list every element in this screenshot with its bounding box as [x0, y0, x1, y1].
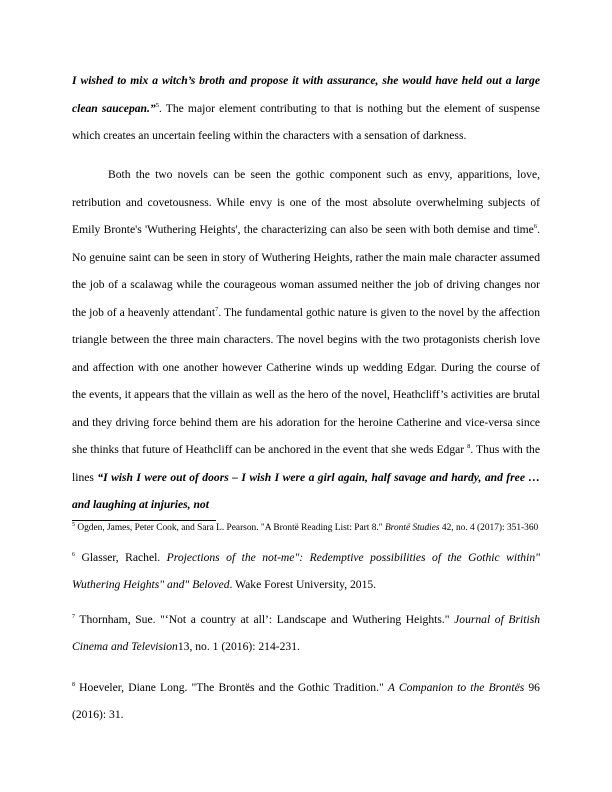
footnote-5	[72, 522, 540, 535]
paragraph-2-part2: . No genuine saint can be seen in story of Wuthering Heights, rather the main male character assumed the job of a scalawag while the courageous woman assumed neither the job of driving changes nor the job of a heavenly attendant	[72, 223, 540, 319]
footnote-6-text: Glasser, Rachel.	[75, 551, 167, 564]
footnote-7-text: Thornham, Sue. "‘Not a country at all’: Landscape and Wuthering Heights."	[75, 613, 455, 626]
footnote-6	[72, 544, 540, 598]
footnote-7-journal: Journal of British Cinema and Television	[72, 613, 541, 653]
footnote-8-number: 8	[72, 682, 75, 689]
footnote-8-tail: 96 (2016): 31.	[72, 681, 540, 721]
footnote-6-tail: . Wake Forest University, 2015.	[229, 578, 377, 591]
footnote-ref-6: 6	[533, 223, 538, 231]
footnote-5-number: 5	[72, 521, 75, 528]
paragraph-2-part4: . Thus with the lines	[72, 443, 540, 484]
paragraph-1	[72, 67, 540, 150]
footnote-6-title: Projections of the not-me": Redemptive possibilities of the Gothic within" Wuthering Heights" and" Beloved	[72, 551, 540, 591]
footnote-ref-8: 8	[467, 443, 471, 451]
footnote-7-number: 7	[72, 614, 75, 621]
footnote-8-book: A Companion to the Brontës	[387, 681, 525, 694]
paragraph-2	[72, 161, 540, 519]
paragraph-2-part3: . The fundamental gothic nature is given to the novel by the affection triangle between the three main characters. The novel begins with the two protagonists cherish love and affection with one another however Catherine winds up wedding Edgar. During the course of the events, it appears that the villain as well as the hero of the novel, Heathcliff’s activities are brutal and they driving force behind them are his adoration for the heroine Catherine and vice-versa since she thinks that future of Heathcliff can be anchored in the event that she weds Edgar	[72, 305, 540, 456]
footnote-5-text: Ogden, James, Peter Cook, and Sara L. Pearson. "A Brontë Reading List: Part 8."	[75, 523, 385, 533]
footnote-separator	[72, 520, 216, 521]
footnote-7	[72, 606, 540, 660]
footnote-7-tail: 13, no. 1 (2016): 214-231.	[177, 640, 300, 653]
quote-witch-broth: I wished to mix a witch’s broth and propose it with assurance, she would have held out a large clean saucepan.”	[72, 74, 540, 115]
paragraph-1-text: . The major element contributing to that is nothing but the element of suspense which creates an uncertain feeling within the characters with a sensation of darkness.	[72, 101, 540, 142]
paragraph-2-part1: Both the two novels can be seen the gothic component such as envy, apparitions, love, retribution and covetousness. While envy is one of the most absolute overwhelming subjects of Emily Bronte's 'Wuthering Heights', the characterizing can also be seen with both demise and time	[72, 168, 540, 236]
footnote-ref-7: 7	[215, 305, 219, 313]
footnote-8	[72, 674, 540, 728]
footnote-ref-5: 5	[155, 101, 159, 109]
footnote-8-text: Hoeveler, Diane Long. "The Brontës and the Gothic Tradition."	[75, 681, 388, 694]
footnote-6-number: 6	[72, 552, 75, 559]
footnote-5-tail: 42, no. 4 (2017): 351-360	[439, 523, 539, 533]
quote-out-of-doors: “I wish I were out of doors – I wish I were a girl again, half savage and hardy, and free … and laughing at injuries, not	[72, 470, 540, 511]
footnote-5-journal: Brontë Studies	[384, 523, 440, 533]
